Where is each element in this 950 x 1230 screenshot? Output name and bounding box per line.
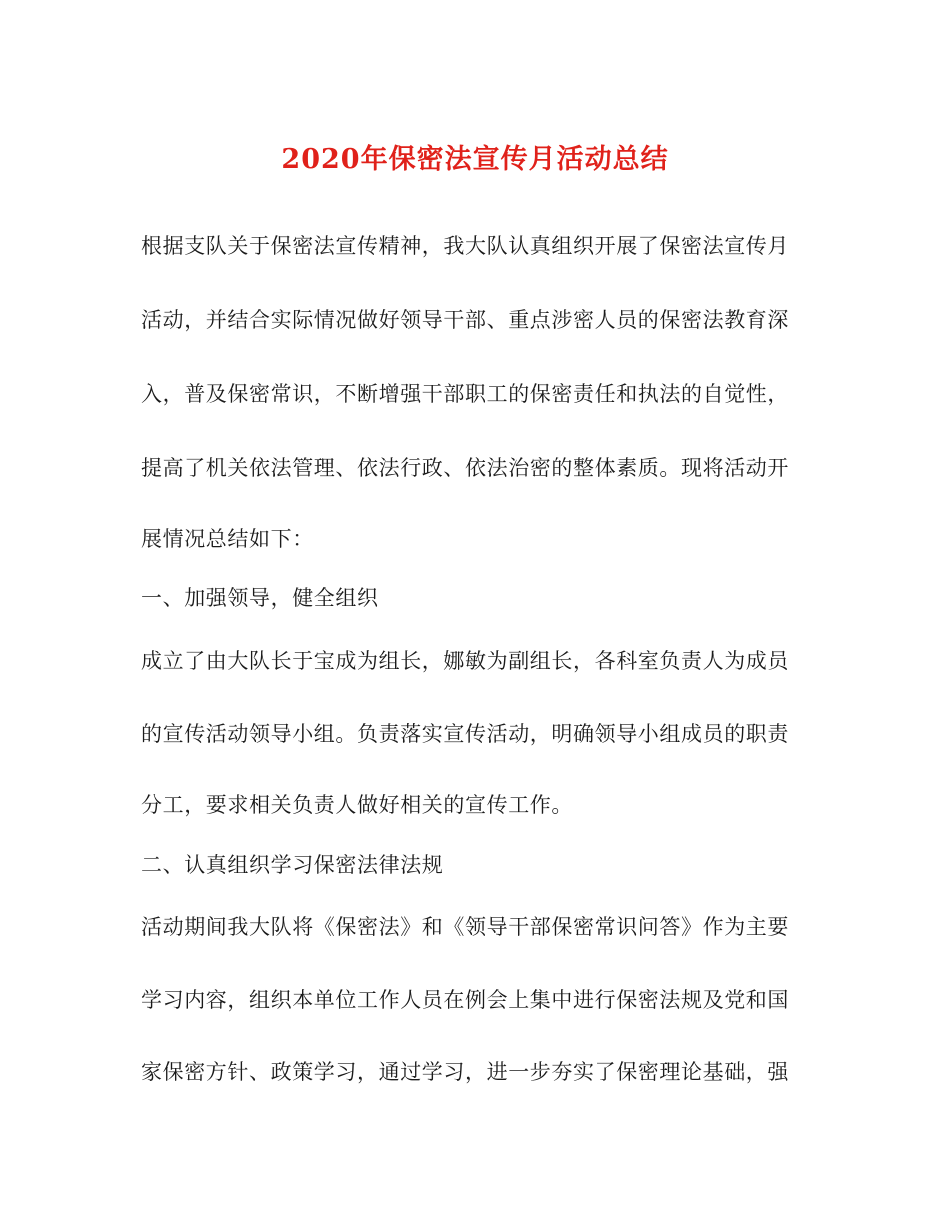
document-title: 2020年保密法宣传月活动总结 (281, 144, 669, 175)
paragraph-line: 活动，并结合实际情况做好领导干部、重点涉密人员的保密法教育深 (141, 308, 789, 332)
paragraph-line: 学习内容，组织本单位工作人员在例会上集中进行保密法规及党和国 (141, 988, 789, 1012)
section-heading: 一、加强领导，健全组织 (141, 586, 379, 610)
paragraph-line: 入，普及保密常识，不断增强干部职工的保密责任和执法的自觉性， (141, 382, 789, 406)
paragraph-line: 根据支队关于保密法宣传精神，我大队认真组织开展了保密法宣传月 (141, 234, 789, 258)
paragraph-line: 家保密方针、政策学习，通过学习，进一步夯实了保密理论基础，强 (141, 1060, 789, 1084)
paragraph-line: 的宣传活动领导小组。负责落实宣传活动，明确领导小组成员的职责 (141, 722, 789, 746)
section-heading: 二、认真组织学习保密法律法规 (141, 853, 444, 877)
paragraph-line: 成立了由大队长于宝成为组长，娜敏为副组长，各科室负责人为成员 (141, 649, 789, 673)
paragraph-line: 展情况总结如下： (141, 527, 314, 551)
paragraph-line: 提高了机关依法管理、依法行政、依法治密的整体素质。现将活动开 (141, 456, 789, 480)
paragraph-line: 分工，要求相关负责人做好相关的宣传工作。 (141, 793, 573, 817)
paragraph-line: 活动期间我大队将《保密法》和《领导干部保密常识问答》作为主要 (141, 915, 789, 939)
